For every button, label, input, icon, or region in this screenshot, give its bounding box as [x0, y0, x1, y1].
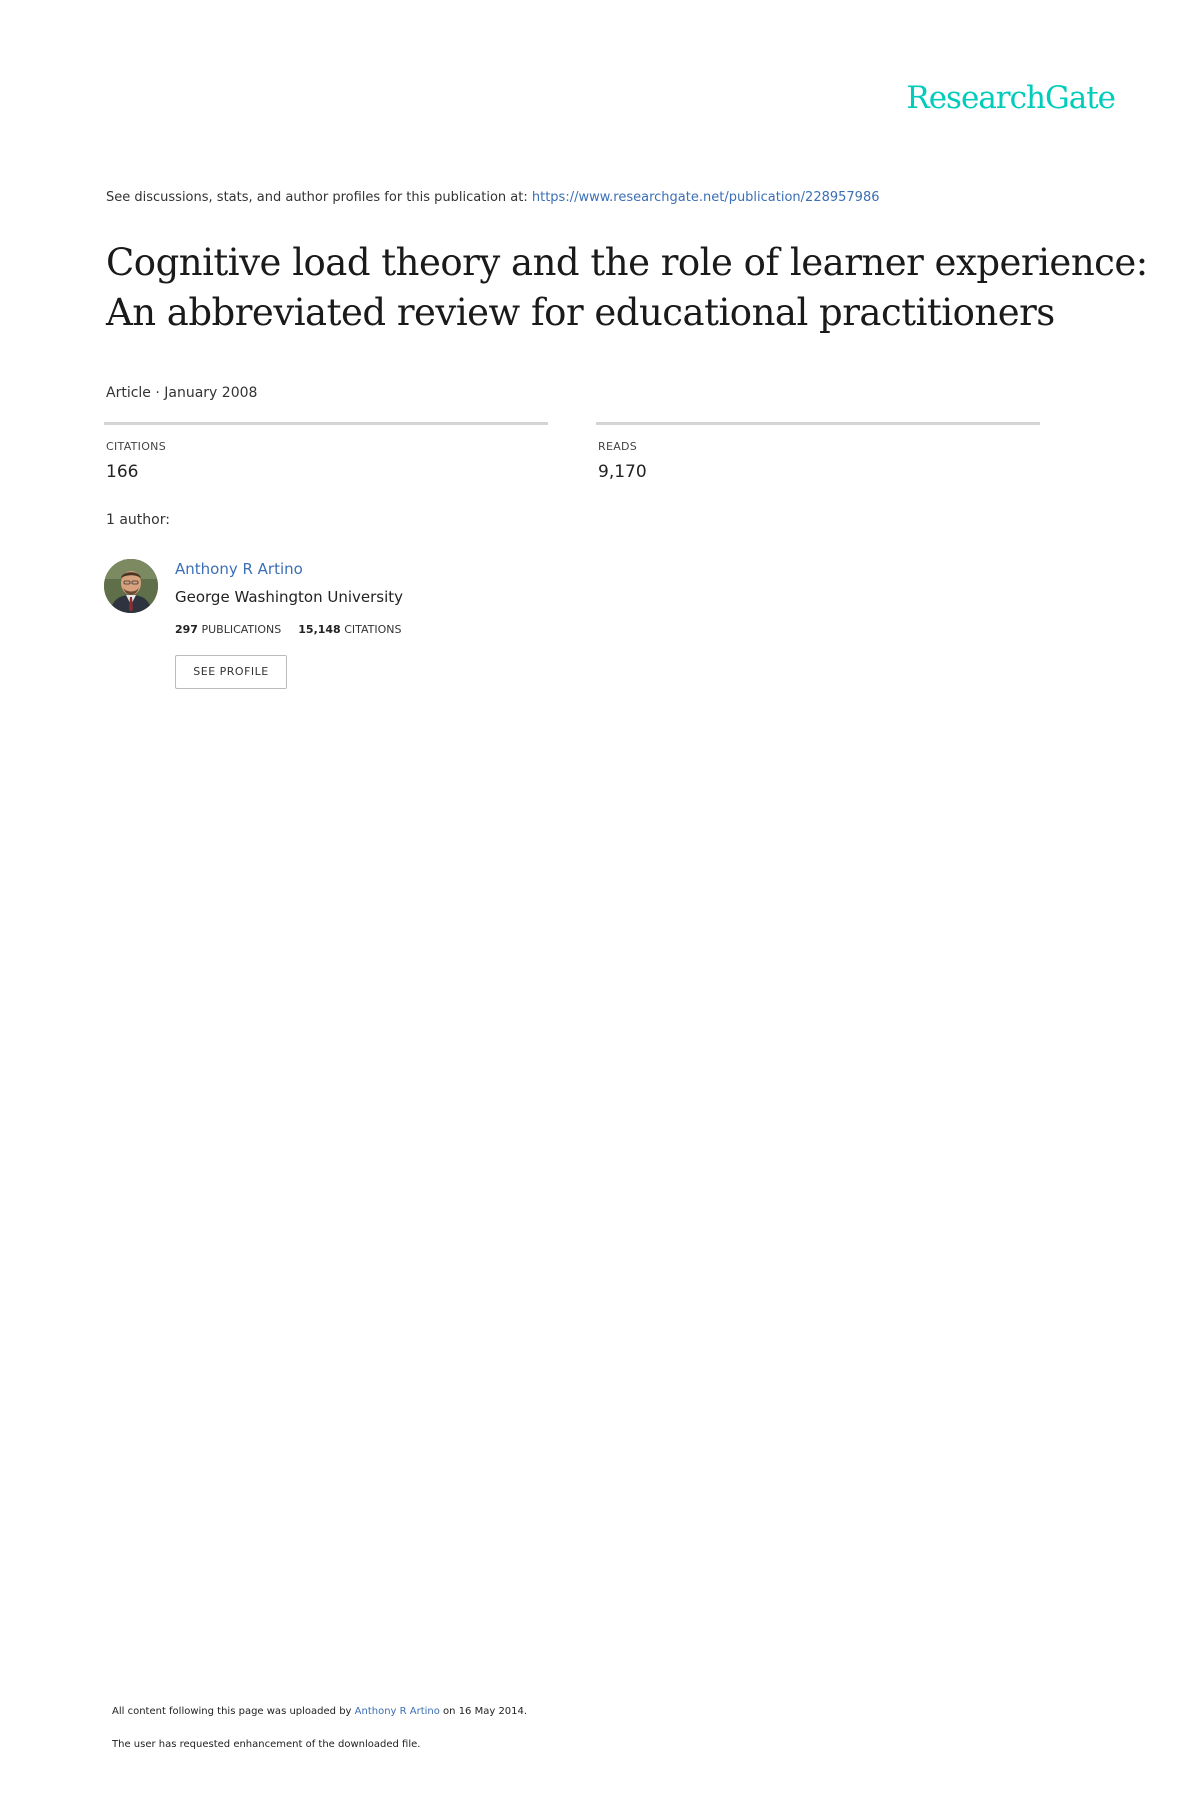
author-count: 1 author:: [106, 512, 170, 528]
reads-divider: [596, 422, 1040, 425]
publication-url-link[interactable]: https://www.researchgate.net/publication/228957986: [531, 190, 880, 205]
upload-notice: [112, 1706, 527, 1717]
see-profile-button[interactable]: SEE PROFILE: [175, 655, 287, 689]
citations-value: 166: [106, 462, 139, 482]
upload-author-link[interactable]: Anthony R Artino: [354, 1706, 440, 1717]
upload-notice-suffix: on 16 May 2014.: [439, 1706, 528, 1717]
reads-value: 9,170: [598, 462, 647, 482]
article-title: [106, 238, 1148, 338]
author-publications-label: PUBLICATIONS: [201, 623, 282, 636]
author-photo-icon: [104, 559, 158, 613]
see-discussions-text: See discussions, stats, and author profiles for this publication at:: [106, 190, 532, 205]
researchgate-logo[interactable]: ResearchGate: [906, 80, 1115, 116]
article-title-line-2: An abbreviated review for educational practitioners: [106, 291, 1055, 334]
author-citations-label: CITATIONS: [344, 623, 402, 636]
author-affiliation: George Washington University: [175, 588, 404, 606]
citations-divider: [104, 422, 548, 425]
publication-source-line: [106, 190, 880, 205]
author-citations-count: 15,148: [298, 623, 341, 636]
enhancement-notice: The user has requested enhancement of the downloaded file.: [112, 1739, 421, 1750]
citations-label: CITATIONS: [106, 440, 166, 453]
author-avatar[interactable]: [104, 559, 158, 613]
author-stats: [175, 623, 402, 636]
author-name-link[interactable]: Anthony R Artino: [175, 560, 303, 578]
upload-notice-prefix: All content following this page was uploaded by: [112, 1706, 355, 1717]
article-title-line-1: Cognitive load theory and the role of learner experience:: [106, 241, 1148, 284]
reads-label: READS: [598, 440, 638, 453]
author-publications-count: 297: [175, 623, 198, 636]
article-type-date: Article · January 2008: [106, 385, 258, 401]
